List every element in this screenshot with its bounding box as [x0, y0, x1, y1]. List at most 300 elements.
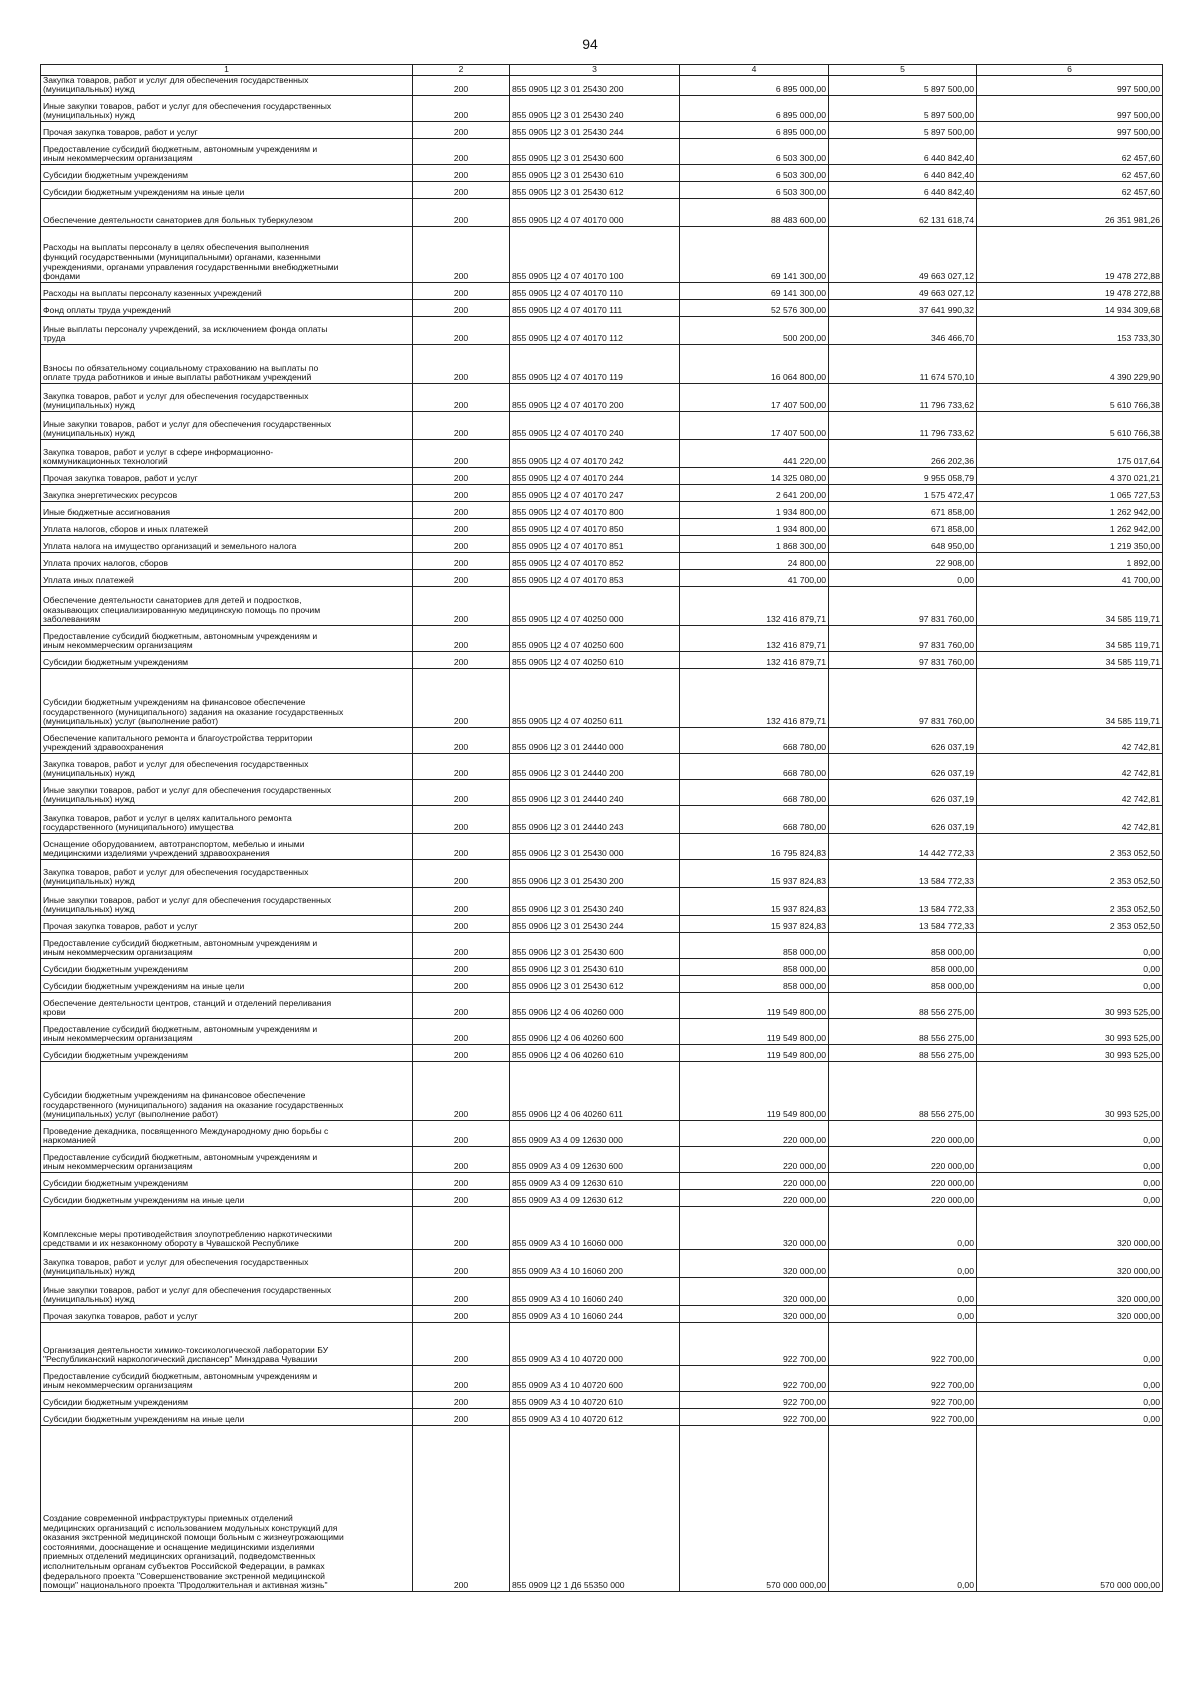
row-code-cell: 200: [413, 181, 510, 198]
column-header: 6: [977, 65, 1163, 76]
row-classification-code-cell: 855 0905 Ц2 4 07 40170 242: [510, 439, 680, 467]
table-row: [41, 1206, 1163, 1249]
row-name-cell: Субсидии бюджетным учреждениям: [41, 651, 413, 668]
table-row: [41, 299, 1163, 316]
row-amount-col6-cell: 0,00: [977, 1365, 1163, 1391]
row-code-cell: 200: [413, 383, 510, 411]
row-name-cell: Субсидии бюджетным учреждениям на финансовое обеспечение государственного (муниципального) задания на оказание государственных (муниципальных) услуг (выполнение работ): [41, 1061, 413, 1120]
row-amount-col4-cell: 570 000 000,00: [680, 1425, 829, 1591]
table-body: [41, 75, 1163, 1591]
row-code-cell: 200: [413, 299, 510, 316]
row-classification-code-cell: 855 0905 Ц2 3 01 25430 200: [510, 75, 680, 95]
row-amount-col6-cell: 34 585 119,71: [977, 651, 1163, 668]
row-classification-code-cell: 855 0905 Ц2 3 01 25430 612: [510, 181, 680, 198]
row-name-cell: Предоставление субсидий бюджетным, автономным учреждениям и иным некоммерческим организациям: [41, 1018, 413, 1044]
row-amount-col6-cell: 14 934 309,68: [977, 299, 1163, 316]
row-amount-col5-cell: 6 440 842,40: [829, 138, 977, 164]
row-amount-col6-cell: 2 353 052,50: [977, 833, 1163, 859]
table-row: [41, 668, 1163, 727]
row-amount-col5-cell: 88 556 275,00: [829, 1018, 977, 1044]
row-amount-col6-cell: 26 351 981,26: [977, 198, 1163, 226]
row-amount-col5-cell: 97 831 760,00: [829, 625, 977, 651]
row-amount-col5-cell: 6 440 842,40: [829, 164, 977, 181]
row-amount-col4-cell: 6 503 300,00: [680, 164, 829, 181]
row-amount-col6-cell: 30 993 525,00: [977, 992, 1163, 1018]
row-classification-code-cell: 855 0905 Ц2 4 07 40170 119: [510, 344, 680, 383]
table-row: [41, 1249, 1163, 1277]
table-row: [41, 1061, 1163, 1120]
row-code-cell: 200: [413, 887, 510, 915]
row-amount-col6-cell: 19 478 272,88: [977, 226, 1163, 282]
table-row: [41, 1408, 1163, 1425]
row-amount-col5-cell: 346 466,70: [829, 316, 977, 344]
row-code-cell: 200: [413, 226, 510, 282]
row-classification-code-cell: 855 0906 Ц2 3 01 25430 200: [510, 859, 680, 887]
table-row: [41, 1391, 1163, 1408]
table-row: [41, 121, 1163, 138]
row-code-cell: 200: [413, 1172, 510, 1189]
row-name-cell: Субсидии бюджетным учреждениям: [41, 1172, 413, 1189]
row-name-cell: Иные закупки товаров, работ и услуг для обеспечения государственных (муниципальных) нужд: [41, 887, 413, 915]
row-amount-col5-cell: 0,00: [829, 1277, 977, 1305]
row-amount-col6-cell: 997 500,00: [977, 75, 1163, 95]
row-name-cell: Иные закупки товаров, работ и услуг для обеспечения государственных (муниципальных) нужд: [41, 411, 413, 439]
row-name-cell: Закупка товаров, работ и услуг для обеспечения государственных (муниципальных) нужд: [41, 1249, 413, 1277]
row-name-cell: Прочая закупка товаров, работ и услуг: [41, 915, 413, 932]
row-amount-col4-cell: 858 000,00: [680, 958, 829, 975]
row-name-cell: Уплата иных платежей: [41, 569, 413, 586]
row-amount-col5-cell: 0,00: [829, 1305, 977, 1322]
row-name-cell: Уплата прочих налогов, сборов: [41, 552, 413, 569]
table-row: [41, 833, 1163, 859]
row-code-cell: 200: [413, 344, 510, 383]
row-amount-col5-cell: 0,00: [829, 1425, 977, 1591]
row-amount-col6-cell: 320 000,00: [977, 1277, 1163, 1305]
row-amount-col5-cell: 6 440 842,40: [829, 181, 977, 198]
row-name-cell: Субсидии бюджетным учреждениям на иные цели: [41, 181, 413, 198]
column-header: 4: [680, 65, 829, 76]
row-name-cell: Обеспечение деятельности санаториев для больных туберкулезом: [41, 198, 413, 226]
row-amount-col6-cell: 62 457,60: [977, 164, 1163, 181]
table-row: [41, 727, 1163, 753]
row-classification-code-cell: 855 0906 Ц2 4 06 40260 600: [510, 1018, 680, 1044]
row-code-cell: 200: [413, 1120, 510, 1146]
table-row: [41, 383, 1163, 411]
row-classification-code-cell: 855 0905 Ц2 4 07 40170 247: [510, 484, 680, 501]
table-row: [41, 958, 1163, 975]
row-code-cell: 200: [413, 535, 510, 552]
row-code-cell: 200: [413, 1391, 510, 1408]
row-amount-col6-cell: 30 993 525,00: [977, 1061, 1163, 1120]
row-amount-col5-cell: 5 897 500,00: [829, 121, 977, 138]
table-row: [41, 975, 1163, 992]
row-amount-col5-cell: 0,00: [829, 1206, 977, 1249]
row-amount-col5-cell: 13 584 772,33: [829, 887, 977, 915]
row-classification-code-cell: 855 0906 Ц2 4 06 40260 611: [510, 1061, 680, 1120]
row-classification-code-cell: 855 0909 А3 4 09 12630 000: [510, 1120, 680, 1146]
row-code-cell: 200: [413, 1249, 510, 1277]
row-amount-col4-cell: 14 325 080,00: [680, 467, 829, 484]
row-amount-col4-cell: 320 000,00: [680, 1249, 829, 1277]
row-classification-code-cell: 855 0905 Ц2 4 07 40170 851: [510, 535, 680, 552]
row-classification-code-cell: 855 0909 А3 4 09 12630 612: [510, 1189, 680, 1206]
row-amount-col5-cell: 5 897 500,00: [829, 75, 977, 95]
row-amount-col4-cell: 668 780,00: [680, 727, 829, 753]
row-code-cell: 200: [413, 753, 510, 779]
row-amount-col5-cell: 49 663 027,12: [829, 282, 977, 299]
row-classification-code-cell: 855 0909 А3 4 09 12630 600: [510, 1146, 680, 1172]
row-classification-code-cell: 855 0905 Ц2 4 07 40250 611: [510, 668, 680, 727]
row-name-cell: Проведение декадника, посвященного Международному дню борьбы с наркоманией: [41, 1120, 413, 1146]
row-classification-code-cell: 855 0905 Ц2 4 07 40170 850: [510, 518, 680, 535]
row-classification-code-cell: 855 0906 Ц2 3 01 25430 610: [510, 958, 680, 975]
row-amount-col5-cell: 13 584 772,33: [829, 859, 977, 887]
row-amount-col4-cell: 320 000,00: [680, 1206, 829, 1249]
row-name-cell: Субсидии бюджетным учреждениям: [41, 958, 413, 975]
row-amount-col6-cell: 153 733,30: [977, 316, 1163, 344]
row-name-cell: Субсидии бюджетным учреждениям на финансовое обеспечение государственного (муниципального) задания на оказание государственных (муниципальных) услуг (выполнение работ): [41, 668, 413, 727]
table-row: [41, 1277, 1163, 1305]
row-name-cell: Иные закупки товаров, работ и услуг для обеспечения государственных (муниципальных) нужд: [41, 1277, 413, 1305]
row-amount-col4-cell: 132 416 879,71: [680, 668, 829, 727]
row-code-cell: 200: [413, 932, 510, 958]
table-row: [41, 625, 1163, 651]
row-name-cell: Субсидии бюджетным учреждениям на иные цели: [41, 1189, 413, 1206]
row-name-cell: Закупка товаров, работ и услуг в сфере информационно- коммуникационных технологий: [41, 439, 413, 467]
column-header: 2: [413, 65, 510, 76]
row-name-cell: Оснащение оборудованием, автотранспортом, мебелью и иными медицинскими изделиями учреждений здравоохранения: [41, 833, 413, 859]
table-row: [41, 1322, 1163, 1365]
table-row: [41, 181, 1163, 198]
row-amount-col5-cell: 9 955 058,79: [829, 467, 977, 484]
row-name-cell: Прочая закупка товаров, работ и услуг: [41, 121, 413, 138]
row-amount-col5-cell: 13 584 772,33: [829, 915, 977, 932]
row-amount-col5-cell: 5 897 500,00: [829, 95, 977, 121]
row-code-cell: 200: [413, 198, 510, 226]
row-code-cell: 200: [413, 411, 510, 439]
row-code-cell: 200: [413, 518, 510, 535]
row-amount-col5-cell: 37 641 990,32: [829, 299, 977, 316]
row-amount-col6-cell: 1 892,00: [977, 552, 1163, 569]
row-name-cell: Предоставление субсидий бюджетным, автономным учреждениям и иным некоммерческим организациям: [41, 932, 413, 958]
row-code-cell: 200: [413, 586, 510, 625]
row-amount-col4-cell: 17 407 500,00: [680, 411, 829, 439]
table-row: [41, 316, 1163, 344]
row-name-cell: Субсидии бюджетным учреждениям: [41, 164, 413, 181]
row-amount-col5-cell: 648 950,00: [829, 535, 977, 552]
row-amount-col6-cell: 5 610 766,38: [977, 411, 1163, 439]
row-amount-col6-cell: 30 993 525,00: [977, 1018, 1163, 1044]
page-number: 94: [582, 36, 598, 52]
table-row: [41, 439, 1163, 467]
row-code-cell: 200: [413, 915, 510, 932]
row-amount-col4-cell: 132 416 879,71: [680, 625, 829, 651]
row-name-cell: Предоставление субсидий бюджетным, автономным учреждениям и иным некоммерческим организациям: [41, 1365, 413, 1391]
row-classification-code-cell: 855 0909 А3 4 10 40720 612: [510, 1408, 680, 1425]
row-amount-col5-cell: 220 000,00: [829, 1189, 977, 1206]
row-amount-col4-cell: 922 700,00: [680, 1391, 829, 1408]
table-row: [41, 779, 1163, 805]
row-amount-col5-cell: 671 858,00: [829, 501, 977, 518]
row-code-cell: 200: [413, 668, 510, 727]
table-row: [41, 753, 1163, 779]
row-amount-col5-cell: 858 000,00: [829, 932, 977, 958]
row-amount-col4-cell: 500 200,00: [680, 316, 829, 344]
row-code-cell: 200: [413, 779, 510, 805]
row-code-cell: 200: [413, 316, 510, 344]
row-name-cell: Создание современной инфраструктуры приемных отделений медицинских организаций с использованием модульных конструкций для оказания экстренной медицинской помощи больным с жизнеугрожающими состояниями, дооснащение и оснащение медицинскими изделиями приемных отделений медицинских организаций, подведомственных исполнительным органам субъектов Российской Федерации, в рамках федерального проекта "Совершенствование экстренной медицинской помощи" национального проекта "Продолжительная и активная жизнь": [41, 1425, 413, 1591]
row-classification-code-cell: 855 0909 А3 4 10 16060 244: [510, 1305, 680, 1322]
row-amount-col4-cell: 858 000,00: [680, 975, 829, 992]
row-amount-col6-cell: 41 700,00: [977, 569, 1163, 586]
row-amount-col5-cell: 14 442 772,33: [829, 833, 977, 859]
table-row: [41, 411, 1163, 439]
row-name-cell: Закупка товаров, работ и услуг для обеспечения государственных (муниципальных) нужд: [41, 75, 413, 95]
row-amount-col6-cell: 2 353 052,50: [977, 859, 1163, 887]
row-amount-col5-cell: 626 037,19: [829, 753, 977, 779]
row-amount-col4-cell: 320 000,00: [680, 1305, 829, 1322]
row-name-cell: Предоставление субсидий бюджетным, автономным учреждениям и иным некоммерческим организациям: [41, 138, 413, 164]
row-classification-code-cell: 855 0906 Ц2 3 01 25430 000: [510, 833, 680, 859]
row-classification-code-cell: 855 0905 Ц2 4 07 40170 853: [510, 569, 680, 586]
table-row: [41, 535, 1163, 552]
row-classification-code-cell: 855 0909 А3 4 10 16060 000: [510, 1206, 680, 1249]
row-amount-col5-cell: 858 000,00: [829, 958, 977, 975]
column-number-row: [41, 65, 1163, 76]
row-name-cell: Расходы на выплаты персоналу в целях обеспечения выполнения функций государственными (муниципальными) органами, казенными учреждениями, органами управления государственными внебюджетными фондами: [41, 226, 413, 282]
row-code-cell: 200: [413, 1146, 510, 1172]
row-amount-col4-cell: 17 407 500,00: [680, 383, 829, 411]
row-amount-col4-cell: 41 700,00: [680, 569, 829, 586]
row-amount-col6-cell: 19 478 272,88: [977, 282, 1163, 299]
row-classification-code-cell: 855 0905 Ц2 4 07 40170 852: [510, 552, 680, 569]
table-row: [41, 484, 1163, 501]
row-classification-code-cell: 855 0906 Ц2 3 01 24440 000: [510, 727, 680, 753]
table-row: [41, 1425, 1163, 1591]
row-classification-code-cell: 855 0905 Ц2 4 07 40170 100: [510, 226, 680, 282]
row-amount-col6-cell: 62 457,60: [977, 181, 1163, 198]
row-amount-col6-cell: 0,00: [977, 1408, 1163, 1425]
row-amount-col4-cell: 119 549 800,00: [680, 1018, 829, 1044]
row-code-cell: 200: [413, 501, 510, 518]
row-classification-code-cell: 855 0909 А3 4 10 16060 240: [510, 1277, 680, 1305]
row-classification-code-cell: 855 0909 Ц2 1 Д6 55350 000: [510, 1425, 680, 1591]
row-amount-col5-cell: 22 908,00: [829, 552, 977, 569]
row-code-cell: 200: [413, 1305, 510, 1322]
row-amount-col4-cell: 858 000,00: [680, 932, 829, 958]
row-code-cell: 200: [413, 1018, 510, 1044]
row-name-cell: Уплата налога на имущество организаций и земельного налога: [41, 535, 413, 552]
row-amount-col6-cell: 4 390 229,90: [977, 344, 1163, 383]
row-amount-col5-cell: 922 700,00: [829, 1391, 977, 1408]
row-name-cell: Субсидии бюджетным учреждениям на иные цели: [41, 1408, 413, 1425]
row-name-cell: Закупка товаров, работ и услуг для обеспечения государственных (муниципальных) нужд: [41, 383, 413, 411]
row-code-cell: 200: [413, 467, 510, 484]
row-amount-col4-cell: 220 000,00: [680, 1172, 829, 1189]
table-row: [41, 859, 1163, 887]
row-amount-col5-cell: 220 000,00: [829, 1120, 977, 1146]
row-classification-code-cell: 855 0906 Ц2 3 01 24440 243: [510, 805, 680, 833]
row-amount-col4-cell: 6 895 000,00: [680, 121, 829, 138]
row-amount-col4-cell: 15 937 824,83: [680, 887, 829, 915]
row-amount-col4-cell: 6 895 000,00: [680, 75, 829, 95]
row-code-cell: 200: [413, 1061, 510, 1120]
table-row: [41, 586, 1163, 625]
row-classification-code-cell: 855 0905 Ц2 4 07 40250 600: [510, 625, 680, 651]
row-amount-col4-cell: 24 800,00: [680, 552, 829, 569]
table-row: [41, 569, 1163, 586]
table-row: [41, 1365, 1163, 1391]
row-code-cell: 200: [413, 992, 510, 1018]
table-row: [41, 467, 1163, 484]
row-amount-col6-cell: 34 585 119,71: [977, 625, 1163, 651]
row-amount-col6-cell: 42 742,81: [977, 753, 1163, 779]
row-amount-col5-cell: 922 700,00: [829, 1322, 977, 1365]
row-code-cell: 200: [413, 569, 510, 586]
table-row: [41, 282, 1163, 299]
row-classification-code-cell: 855 0906 Ц2 4 06 40260 000: [510, 992, 680, 1018]
row-name-cell: Иные закупки товаров, работ и услуг для обеспечения государственных (муниципальных) нужд: [41, 95, 413, 121]
row-amount-col6-cell: 34 585 119,71: [977, 668, 1163, 727]
row-amount-col6-cell: 0,00: [977, 1172, 1163, 1189]
table-row: [41, 95, 1163, 121]
row-amount-col5-cell: 0,00: [829, 1249, 977, 1277]
row-amount-col4-cell: 441 220,00: [680, 439, 829, 467]
row-amount-col4-cell: 6 503 300,00: [680, 138, 829, 164]
row-name-cell: Закупка товаров, работ и услуг для обеспечения государственных (муниципальных) нужд: [41, 859, 413, 887]
row-amount-col5-cell: 220 000,00: [829, 1172, 977, 1189]
row-amount-col4-cell: 132 416 879,71: [680, 651, 829, 668]
row-code-cell: 200: [413, 95, 510, 121]
row-amount-col6-cell: 175 017,64: [977, 439, 1163, 467]
row-amount-col6-cell: 34 585 119,71: [977, 586, 1163, 625]
row-classification-code-cell: 855 0906 Ц2 3 01 24440 200: [510, 753, 680, 779]
row-amount-col6-cell: 0,00: [977, 975, 1163, 992]
row-amount-col4-cell: 1 934 800,00: [680, 518, 829, 535]
column-header: 1: [41, 65, 413, 76]
row-amount-col5-cell: 922 700,00: [829, 1408, 977, 1425]
row-name-cell: Предоставление субсидий бюджетным, автономным учреждениям и иным некоммерческим организациям: [41, 625, 413, 651]
row-code-cell: 200: [413, 1322, 510, 1365]
row-code-cell: 200: [413, 1206, 510, 1249]
table-row: [41, 1146, 1163, 1172]
row-code-cell: 200: [413, 833, 510, 859]
row-amount-col6-cell: 0,00: [977, 1322, 1163, 1365]
row-code-cell: 200: [413, 958, 510, 975]
row-amount-col4-cell: 69 141 300,00: [680, 282, 829, 299]
row-amount-col6-cell: 0,00: [977, 1189, 1163, 1206]
row-amount-col4-cell: 119 549 800,00: [680, 1061, 829, 1120]
row-amount-col4-cell: 16 064 800,00: [680, 344, 829, 383]
row-amount-col6-cell: 42 742,81: [977, 779, 1163, 805]
budget-table: [40, 64, 1163, 1592]
row-classification-code-cell: 855 0905 Ц2 3 01 25430 600: [510, 138, 680, 164]
row-amount-col6-cell: 0,00: [977, 1391, 1163, 1408]
row-amount-col6-cell: 4 370 021,21: [977, 467, 1163, 484]
row-code-cell: 200: [413, 859, 510, 887]
row-amount-col5-cell: 626 037,19: [829, 727, 977, 753]
row-amount-col4-cell: 922 700,00: [680, 1322, 829, 1365]
row-classification-code-cell: 855 0906 Ц2 4 06 40260 610: [510, 1044, 680, 1061]
row-code-cell: 200: [413, 975, 510, 992]
row-name-cell: Иные выплаты персоналу учреждений, за исключением фонда оплаты труда: [41, 316, 413, 344]
row-classification-code-cell: 855 0906 Ц2 3 01 25430 244: [510, 915, 680, 932]
row-name-cell: Прочая закупка товаров, работ и услуг: [41, 467, 413, 484]
row-amount-col4-cell: 15 937 824,83: [680, 915, 829, 932]
table-row: [41, 992, 1163, 1018]
row-amount-col4-cell: 2 641 200,00: [680, 484, 829, 501]
row-code-cell: 200: [413, 1277, 510, 1305]
row-amount-col4-cell: 6 895 000,00: [680, 95, 829, 121]
row-code-cell: 200: [413, 75, 510, 95]
row-amount-col6-cell: 42 742,81: [977, 727, 1163, 753]
row-amount-col4-cell: 922 700,00: [680, 1365, 829, 1391]
row-amount-col6-cell: 570 000 000,00: [977, 1425, 1163, 1591]
row-amount-col4-cell: 1 934 800,00: [680, 501, 829, 518]
row-name-cell: Иные бюджетные ассигнования: [41, 501, 413, 518]
row-amount-col6-cell: 2 353 052,50: [977, 887, 1163, 915]
column-header: 3: [510, 65, 680, 76]
row-name-cell: Обеспечение капитального ремонта и благоустройства территории учреждений здравоохранения: [41, 727, 413, 753]
row-code-cell: 200: [413, 1044, 510, 1061]
row-amount-col4-cell: 320 000,00: [680, 1277, 829, 1305]
row-code-cell: 200: [413, 625, 510, 651]
row-name-cell: Субсидии бюджетным учреждениям: [41, 1391, 413, 1408]
row-amount-col6-cell: 0,00: [977, 932, 1163, 958]
row-classification-code-cell: 855 0909 А3 4 10 40720 600: [510, 1365, 680, 1391]
table-row: [41, 518, 1163, 535]
table-row: [41, 226, 1163, 282]
row-amount-col5-cell: 88 556 275,00: [829, 1061, 977, 1120]
table-row: [41, 887, 1163, 915]
row-code-cell: 200: [413, 282, 510, 299]
table-row: [41, 932, 1163, 958]
row-name-cell: Прочая закупка товаров, работ и услуг: [41, 1305, 413, 1322]
row-amount-col5-cell: 88 556 275,00: [829, 1044, 977, 1061]
row-amount-col5-cell: 671 858,00: [829, 518, 977, 535]
row-code-cell: 200: [413, 164, 510, 181]
row-amount-col5-cell: 1 575 472,47: [829, 484, 977, 501]
table-row: [41, 198, 1163, 226]
row-amount-col6-cell: 1 262 942,00: [977, 518, 1163, 535]
row-classification-code-cell: 855 0906 Ц2 3 01 25430 600: [510, 932, 680, 958]
row-classification-code-cell: 855 0905 Ц2 4 07 40170 800: [510, 501, 680, 518]
row-amount-col5-cell: 49 663 027,12: [829, 226, 977, 282]
row-name-cell: Субсидии бюджетным учреждениям на иные цели: [41, 975, 413, 992]
row-amount-col5-cell: 11 796 733,62: [829, 411, 977, 439]
row-amount-col5-cell: 0,00: [829, 569, 977, 586]
table-row: [41, 1172, 1163, 1189]
row-code-cell: 200: [413, 651, 510, 668]
table-row: [41, 344, 1163, 383]
row-code-cell: 200: [413, 805, 510, 833]
row-classification-code-cell: 855 0905 Ц2 4 07 40170 200: [510, 383, 680, 411]
row-amount-col4-cell: 119 549 800,00: [680, 1044, 829, 1061]
row-name-cell: Фонд оплаты труда учреждений: [41, 299, 413, 316]
row-amount-col6-cell: 2 353 052,50: [977, 915, 1163, 932]
row-classification-code-cell: 855 0905 Ц2 3 01 25430 244: [510, 121, 680, 138]
row-classification-code-cell: 855 0905 Ц2 4 07 40250 000: [510, 586, 680, 625]
row-name-cell: Закупка товаров, работ и услуг для обеспечения государственных (муниципальных) нужд: [41, 753, 413, 779]
row-code-cell: 200: [413, 727, 510, 753]
table-row: [41, 1120, 1163, 1146]
row-amount-col6-cell: 997 500,00: [977, 121, 1163, 138]
table-row: [41, 1189, 1163, 1206]
row-amount-col4-cell: 6 503 300,00: [680, 181, 829, 198]
row-code-cell: 200: [413, 1408, 510, 1425]
row-code-cell: 200: [413, 1189, 510, 1206]
table-row: [41, 164, 1163, 181]
